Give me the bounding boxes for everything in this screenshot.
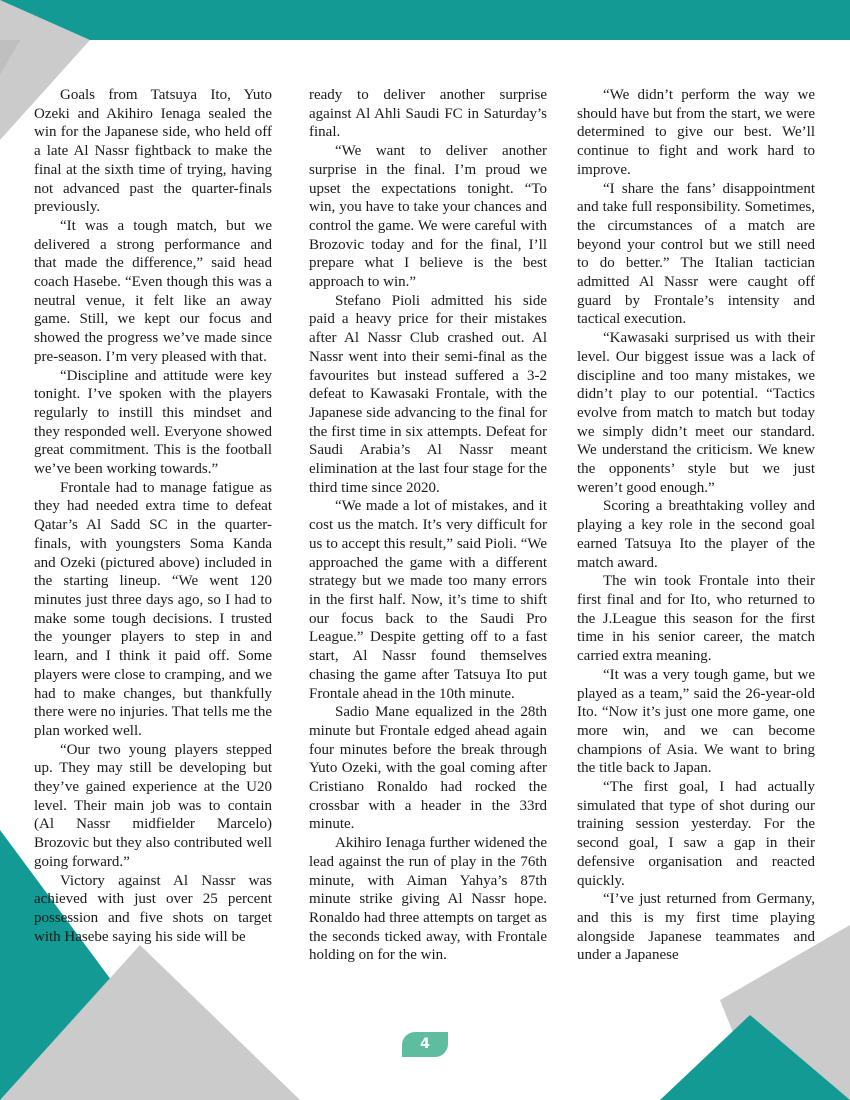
article-column-2: [309, 86, 547, 965]
paragraph: “It was a very tough game, but we played as a team,” said the 26-year-old Ito. “Now it’s just one more game, one more win, and we can become champions of Asia. We want to bring the title back to Japan.: [577, 666, 815, 777]
paragraph: Stefano Pioli admitted his side paid a heavy price for their mistakes after Al Nassr Club crashed out. Al Nassr went into their semi-final as the favourites but instead suffered a 3-2 defeat to Kawasaki Frontale, with the Japanese side advancing to the final for the first time in six attempts. Defeat for Saudi Arabia’s Al Nassr meant elimination at the last four stage for the third time since 2020.: [309, 292, 547, 496]
paragraph: “The first goal, I had actually simulated that type of shot during our training session yesterday. For the second goal, I saw a gap in their defensive organisation and reacted quickly.: [577, 779, 815, 889]
paragraph: “We didn’t perform the way we should have but from the start, we were determined to give our best. We’ll continue to fight and work hard to improve.: [577, 87, 815, 178]
paragraph-continued: ready to deliver another surprise against Al Ahli Saudi FC in Saturday’s final.: [309, 87, 547, 141]
paragraph: “We want to deliver another surprise in the final. I’m proud we upset the expectations tonight. “To win, you have to take your chances and control the game. We were careful with Brozovic today and for the final, I’ll prepare what I believe is the best approach to win.”: [309, 143, 547, 291]
paragraph: Scoring a breathtaking volley and playing a key role in the second goal earned Tatsuya Ito the player of the match award.: [577, 498, 815, 571]
page-number-badge: 4: [402, 1032, 448, 1057]
article-column-1: [34, 86, 272, 946]
paragraph: Frontale had to manage fatigue as they had needed extra time to defeat Qatar’s Al Sadd SC in the quarter-finals, with youngsters Soma Kanda and Ozeki (pictured above) included in the starting lineup. “We went 120 minutes just three days ago, so I had to make some tough decisions. I trusted the younger players to step in and learn, and I think it paid off. Some players were close to cramping, and we had to make changes, but thankfully there were no injuries. That tells me the plan worked well.: [34, 479, 272, 739]
paragraph: “Discipline and attitude were key tonight. I’ve spoken with the players regularly to instill this mindset and they responded well. Everyone showed great commitment. This is the football we’ve been working towards.”: [34, 367, 272, 478]
paragraph: “Kawasaki surprised us with their level. Our biggest issue was a lack of discipline and too many mistakes, we didn’t play to our potential. “Tactics evolve from match to match but today we simply didn’t meet our standard. We understand the criticism. We knew the opponents’ style but we just weren’t good enough.”: [577, 330, 815, 496]
top-banner: [0, 0, 850, 40]
paragraph: “It was a tough match, but we delivered a strong performance and that made the difference,” said head coach Hasebe. “Even though this was a neutral venue, it felt like an away game. Still, we kept our focus and showed the progress we’ve made since pre-season. I’m very pleased with that.: [34, 217, 272, 365]
paragraph: “I share the fans’ disappointment and take full responsibility. Sometimes, the circumstances of a match are beyond your control but we still need to do better.” The Italian tactician admitted Al Nassr were caught off guard by Frontale’s intensity and tactical execution.: [577, 180, 815, 328]
paragraph: The win took Frontale into their first final and for Ito, who returned to the J.League this season for the first time in his senior career, the match carried extra meaning.: [577, 573, 815, 665]
paragraph: “I’ve just returned from Germany, and this is my first time playing alongside Japanese teammates and under a Japanese: [577, 891, 815, 964]
paragraph: Sadio Mane equalized in the 28th minute but Frontale edged ahead again four minutes before the break through Yuto Ozeki, with the goal coming after Cristiano Ronaldo had rocked the crossbar with a header in the 33rd minute.: [309, 704, 547, 833]
article-body: [34, 86, 815, 1006]
paragraph: Goals from Tatsuya Ito, Yuto Ozeki and Akihiro Ienaga sealed the win for the Japanese side, who held off a late Al Nassr fightback to make the final at the sixth time of trying, having not advanced past the quarter-finals previously.: [34, 87, 272, 216]
article-column-3: [577, 86, 815, 965]
paragraph: Victory against Al Nassr was achieved with just over 25 percent possession and five shots on target with Hasebe saying his side will be: [34, 872, 272, 945]
paragraph: “Our two young players stepped up. They may still be developing but they’ve gained experience at the U20 level. Their main job was to contain (Al Nassr midfielder Marcelo) Brozovic but they also contributed well going forward.”: [34, 741, 272, 870]
paragraph: “We made a lot of mistakes, and it cost us the match. It’s very difficult for us to accept this result,” said Pioli. “We approached the game with a different strategy but we made too many errors in the first half. Now, it’s time to shift our focus back to the Saudi Pro League.” Despite getting off to a fast start, Al Nassr found themselves chasing the game after Tatsuya Ito put Frontale ahead in the 10th minute.: [309, 498, 547, 702]
paragraph: Akihiro Ienaga further widened the lead against the run of play in the 76th minute, with Aiman Yahya’s 87th minute strike giving Al Nassr hope. Ronaldo had three attempts on target as the seconds ticked away, with Frontale holding on for the win.: [309, 835, 547, 964]
